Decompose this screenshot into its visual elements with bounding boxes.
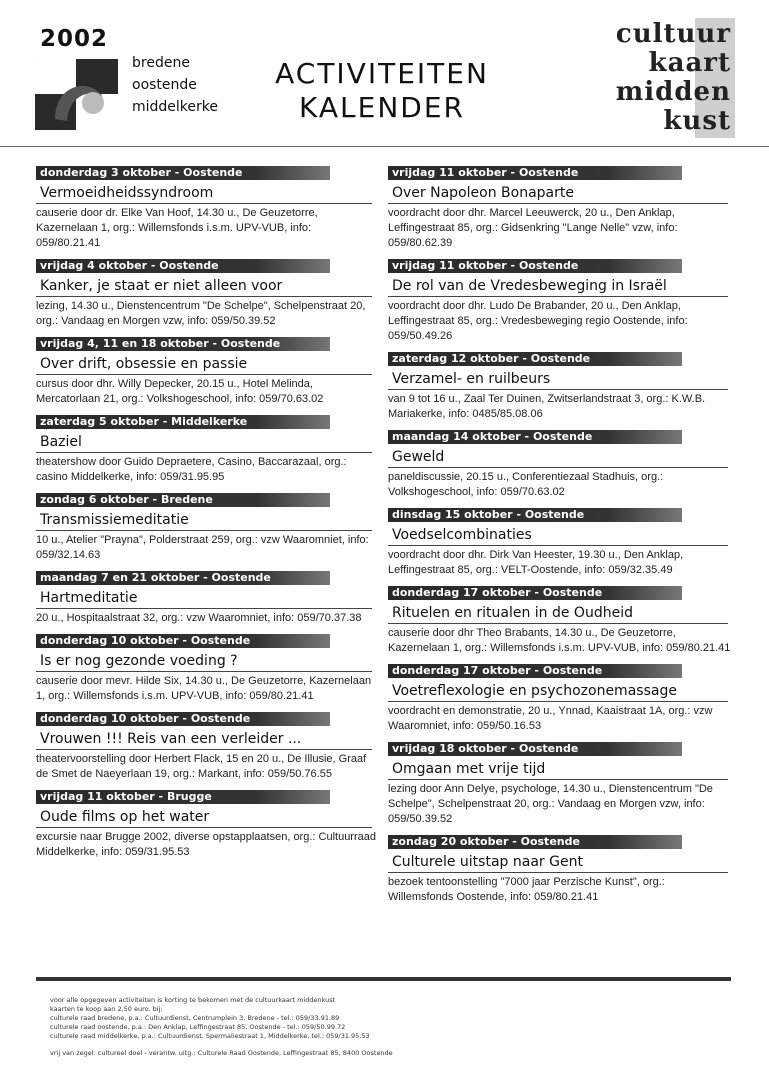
title-line: KALENDER [299, 91, 465, 124]
event-item [36, 166, 376, 251]
event-title: Baziel [36, 429, 372, 453]
event-description: lezing door Ann Delye, psychologe, 14.30 u., Dienstencentrum "De Schelpe", Schelpenstraat 20, org.: Vandaag en Morgen vzw, info: 059/50.39.52 [388, 783, 713, 825]
event-description: 20 u., Hospitaalstraat 32, org.: vzw Waaromniet, info: 059/70.37.38 [36, 612, 362, 624]
event-description: 10 u., Atelier "Prayna", Polderstraat 259, org.: vzw Waaromniet, info: 059/32.14.63 [36, 534, 369, 561]
footer [50, 996, 720, 1058]
event-description: voordracht door dhr. Marcel Leeuwerck, 20 u., Den Anklap, Leffingestraat 85, org.: Gidsenkring "Lange Nelle" vzw, info: 059/80.62.39 [388, 207, 678, 249]
footer-line: culturele raad oostende, p.a.: Den Anklap, Leffingestraat 85, Oostende - tel.: 059/50.99.72 [50, 1023, 346, 1031]
event-item [36, 493, 376, 563]
event-date-location: vrijdag 4, 11 en 18 oktober - Oostende [36, 337, 330, 351]
wordmark-line: kust [663, 106, 731, 136]
event-description: bezoek tentoonstelling "7000 jaar Perzische Kunst", org.: Willemsfonds Oostende, info: 059/80.21.41 [388, 876, 665, 903]
event-item [388, 259, 732, 344]
event-title: Is er nog gezonde voeding ? [36, 648, 372, 672]
event-item [388, 586, 732, 656]
event-description: theatervoorstelling door Herbert Flack, 15 en 20 u., De Illusie, Graaf de Smet de Naeyerlaan 19, org.: Markant, info: 059/50.76.55 [36, 753, 367, 780]
event-date-location: vrijdag 11 oktober - Oostende [388, 166, 682, 180]
header-divider [0, 146, 769, 147]
event-item [36, 337, 376, 407]
event-date-location: donderdag 10 oktober - Oostende [36, 634, 330, 648]
event-date-location: dinsdag 15 oktober - Oostende [388, 508, 682, 522]
event-item [388, 352, 732, 422]
town-name: middelkerke [132, 99, 219, 115]
right-column [388, 166, 732, 913]
event-item [388, 430, 732, 500]
footer-line: kaarten te koop aan 2,50 euro. bij: [50, 1005, 163, 1013]
footer-line: voor alle opgegeven activiteiten is korting te bekomen met de cultuurkaart middenkust [50, 996, 336, 1004]
event-date-location: vrijdag 11 oktober - Brugge [36, 790, 330, 804]
event-title: Over Napoleon Bonaparte [388, 180, 728, 204]
event-title: Omgaan met vrije tijd [388, 756, 728, 780]
towns-list [132, 52, 218, 118]
event-description: causerie door mevr. Hilde Six, 14.30 u., De Geuzetorre, Kazernelaan 1, org.: Willemsfonds i.s.m. UPV-VUB, info: 059/80.21.41 [36, 675, 372, 702]
event-date-location: zondag 20 oktober - Oostende [388, 835, 682, 849]
logo-emblem [35, 59, 118, 130]
event-item [388, 664, 732, 734]
event-date-location: donderdag 17 oktober - Oostende [388, 586, 682, 600]
event-title: Vrouwen !!! Reis van een verleider ... [36, 726, 372, 750]
event-description: voordracht door dhr. Dirk Van Heester, 19.30 u., Den Anklap, Leffingestraat 85, org.: VELT-Oostende, info: 059/32.35.49 [388, 549, 684, 576]
event-date-location: vrijdag 4 oktober - Oostende [36, 259, 330, 273]
event-item [388, 508, 732, 578]
cultuurkaart-logo [588, 18, 735, 138]
event-item [388, 835, 732, 905]
event-description: paneldiscussie, 20.15 u., Conferentiezaal Stadhuis, org.: Volkshogeschool, info: 059/70.63.02 [388, 471, 664, 498]
event-title: Hartmeditatie [36, 585, 372, 609]
footer-imprint: vrij van zegel: cultureel doel - verantw. uitg.: Culturele Raad Oostende, Leffingestraat 85, 8400 Oostende [50, 1049, 393, 1057]
event-item [36, 415, 376, 485]
event-date-location: donderdag 17 oktober - Oostende [388, 664, 682, 678]
event-title: Voedselcombinaties [388, 522, 728, 546]
event-item [36, 712, 376, 782]
title-line: ACTIVITEITEN [275, 57, 489, 90]
event-description: lezing, 14.30 u., Dienstencentrum "De Schelpe", Schelpenstraat 20, org.: Vandaag en Morgen vzw, info: 059/50.39.52 [36, 300, 366, 327]
year-label: 2002 [40, 26, 109, 52]
event-item [388, 742, 732, 827]
cultuurkaart-wordmark [616, 20, 731, 136]
wordmark-line: cultuur [615, 19, 731, 49]
town-name: oostende [132, 77, 197, 93]
event-date-location: vrijdag 11 oktober - Oostende [388, 259, 682, 273]
event-description: voordracht en demonstratie, 20 u., Ynnad, Kaaistraat 1A, org.: vzw Waaromniet, info: 059/50.16.53 [388, 705, 713, 732]
event-title: Vermoeidheidssyndroom [36, 180, 372, 204]
event-date-location: zaterdag 12 oktober - Oostende [388, 352, 682, 366]
event-date-location: maandag 7 en 21 oktober - Oostende [36, 571, 330, 585]
footer-line: culturele raad bredene, p.a.: Cultuurdienst, Centrumplein 3, Bredene - tel.: 059/33.91.89 [50, 1014, 340, 1022]
event-description: excursie naar Brugge 2002, diverse opstapplaatsen, org.: Cultuurraad Middelkerke, info: 059/31.95.53 [36, 831, 376, 858]
event-item [36, 571, 376, 626]
event-description: causerie door dr. Elke Van Hoof, 14.30 u., De Geuzetorre, Kazernelaan 1, org.: Willemsfonds i.s.m. UPV-VUB, info: 059/80.21.41 [36, 207, 318, 249]
event-date-location: vrijdag 18 oktober - Oostende [388, 742, 682, 756]
event-title: Voetreflexologie en psychozonemassage [388, 678, 728, 702]
event-description: causerie door dhr Theo Brabants, 14.30 u., De Geuzetorre, Kazernelaan 1, org.: Willemsfonds i.s.m. UPV-VUB, info: 059/80.21.41 [388, 627, 731, 654]
event-title: Over drift, obsessie en passie [36, 351, 372, 375]
event-title: Kanker, je staat er niet alleen voor [36, 273, 372, 297]
wordmark-line: midden [615, 77, 731, 107]
event-description: cursus door dhr. Willy Depecker, 20.15 u., Hotel Melinda, Mercatorlaan 21, org.: Volkshogeschool, info: 059/70.63.02 [36, 378, 324, 405]
event-description: voordracht door dhr. Ludo De Brabander, 20 u., Den Anklap, Leffingestraat 85, org.: Vredesbeweging regio Oostende, info: 059/50.49.26 [388, 300, 688, 342]
event-title: Geweld [388, 444, 728, 468]
event-date-location: zondag 6 oktober - Bredene [36, 493, 330, 507]
event-title: Transmissiemeditatie [36, 507, 372, 531]
wordmark-line: kaart [648, 48, 731, 78]
event-item [36, 790, 376, 860]
event-item [36, 259, 376, 329]
event-item [36, 634, 376, 704]
event-title: De rol van de Vredesbeweging in Israël [388, 273, 728, 297]
event-title: Culturele uitstap naar Gent [388, 849, 728, 873]
event-date-location: donderdag 10 oktober - Oostende [36, 712, 330, 726]
event-title: Verzamel- en ruilbeurs [388, 366, 728, 390]
event-title: Rituelen en ritualen in de Oudheid [388, 600, 728, 624]
town-name: bredene [132, 55, 190, 71]
left-column [36, 166, 376, 868]
event-item [388, 166, 732, 251]
page-title [222, 57, 542, 125]
event-title: Oude films op het water [36, 804, 372, 828]
footer-divider [36, 977, 731, 981]
event-description: theatershow door Guido Depraetere, Casino, Baccarazaal, org.: casino Middelkerke, info: 059/31.95.95 [36, 456, 347, 483]
event-date-location: maandag 14 oktober - Oostende [388, 430, 682, 444]
event-date-location: donderdag 3 oktober - Oostende [36, 166, 330, 180]
event-description: van 9 tot 16 u., Zaal Ter Duinen, Zwitserlandstraat 3, org.: K.W.B. Mariakerke, info: 0485/85.08.06 [388, 393, 706, 420]
footer-line: culturele raad middelkerke, p.a.: Cultuurdienst, Spermaliestraat 1, Middelkerke, tel.: 059/31.95.53 [50, 1032, 370, 1040]
event-date-location: zaterdag 5 oktober - Middelkerke [36, 415, 330, 429]
